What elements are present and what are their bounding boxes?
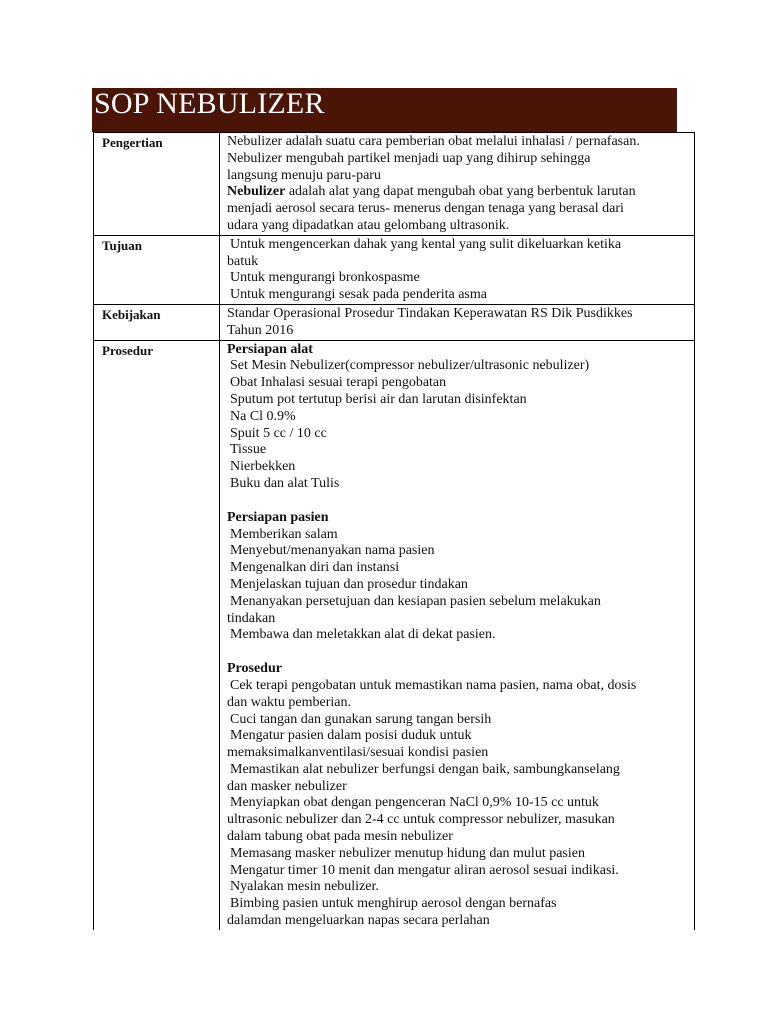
list-item: Mengenalkan diri dan instansi [230, 560, 400, 576]
content-prosedur [220, 340, 695, 930]
label-tujuan: Tujuan [94, 235, 220, 304]
text-line: langsung menuju paru-paru [227, 167, 381, 183]
text-line: udara yang dipadatkan atau gelombang ultrasonik. [227, 217, 510, 233]
section-heading: Prosedur [227, 661, 282, 677]
list-item: Untuk mengurangi bronkospasme [230, 270, 420, 286]
text-line: Nebulizer adalah suatu cara pemberian obat melalui inhalasi / pernafasan. [227, 134, 640, 149]
text-line: Tahun 2016 [227, 322, 294, 338]
list-item: Untuk mengurangi sesak pada penderita asma [230, 287, 487, 303]
list-item: Menanyakan persetujuan dan kesiapan pasien sebelum melakukan [230, 593, 601, 609]
list-item: Memasang masker nebulizer menutup hidung dan mulut pasien [230, 845, 585, 861]
list-item: memaksimalkanventilasi/sesuai kondisi pasien [227, 745, 489, 761]
list-item: dalam tabung obat pada mesin nebulizer [227, 829, 453, 845]
list-item: ultrasonic nebulizer dan 2-4 cc untuk compressor nebulizer, masukan [227, 812, 615, 828]
list-item: dan masker nebulizer [227, 778, 347, 794]
content-kebijakan [220, 304, 695, 340]
label-prosedur: Prosedur [94, 340, 220, 930]
list-item: Cek terapi pengobatan untuk memastikan nama pasien, nama obat, dosis [230, 677, 637, 693]
list-item: Na Cl 0.9% [230, 408, 296, 424]
list-item: batuk [227, 253, 259, 269]
definition-line [227, 184, 690, 201]
section-heading: Persiapan pasien [227, 509, 329, 525]
text-line: Standar Operasional Prosedur Tindakan Keperawatan RS Dik Pusdikkes [227, 305, 633, 321]
row-prosedur [94, 340, 695, 930]
sop-table [93, 132, 695, 930]
row-pengertian [94, 133, 695, 236]
list-item: Menjelaskan tujuan dan prosedur tindakan [230, 576, 468, 592]
row-tujuan [94, 235, 695, 304]
list-item: dalamdan mengeluarkan napas secara perlahan [227, 913, 490, 929]
text-line: menjadi aerosol secara terus- menerus dengan tenaga yang berasal dari [227, 201, 624, 217]
page-title: SOP NEBULIZER [94, 87, 325, 120]
list-item: dan waktu pemberian. [227, 694, 352, 710]
label-pengertian: Pengertian [94, 133, 220, 236]
content-pengertian [220, 133, 695, 236]
list-item: Spuit 5 cc / 10 cc [230, 425, 327, 441]
section-heading: Persiapan alat [227, 341, 313, 357]
list-item: Cuci tangan dan gunakan sarung tangan bersih [230, 711, 492, 727]
list-item: Sputum pot tertutup berisi air dan larutan disinfektan [230, 391, 527, 407]
list-item: Menyiapkan obat dengan pengenceran NaCl 0,9% 10-15 cc untuk [230, 795, 599, 811]
title-banner [92, 88, 677, 132]
list-item: Untuk mengencerkan dahak yang kental yang sulit dikeluarkan ketika [230, 236, 622, 252]
definition-term: Nebulizer [227, 184, 286, 200]
list-item: Mengatur timer 10 menit dan mengatur aliran aerosol sesuai indikasi. [230, 862, 619, 878]
text-line: Nebulizer mengubah partikel menjadi uap yang dihirup sehingga [227, 150, 591, 166]
spacer [227, 493, 690, 510]
list-item: Memberikan salam [230, 526, 338, 542]
list-item: tindakan [227, 610, 276, 626]
label-kebijakan: Kebijakan [94, 304, 220, 340]
list-item: Buku dan alat Tulis [230, 475, 340, 491]
content-tujuan [220, 235, 695, 304]
list-item: Nierbekken [230, 459, 296, 475]
list-item: Menyebut/menanyakan nama pasien [230, 543, 435, 559]
spacer [227, 644, 690, 661]
list-item: Tissue [230, 442, 267, 458]
list-item: Set Mesin Nebulizer(compressor nebulizer/ultrasonic nebulizer) [230, 358, 590, 374]
list-item: Mengatur pasien dalam posisi duduk untuk [230, 728, 472, 744]
list-item: Membawa dan meletakkan alat di dekat pasien. [230, 627, 496, 643]
list-item: Obat Inhalasi sesuai terapi pengobatan [230, 375, 447, 391]
list-item: Nyalakan mesin nebulizer. [230, 879, 379, 895]
definition-text: adalah alat yang dapat mengubah obat yang berbentuk larutan [285, 184, 636, 200]
row-kebijakan [94, 304, 695, 340]
list-item: Memastikan alat nebulizer berfungsi dengan baik, sambungkanselang [230, 761, 620, 777]
list-item: Bimbing pasien untuk menghirup aerosol dengan bernafas [230, 896, 557, 912]
